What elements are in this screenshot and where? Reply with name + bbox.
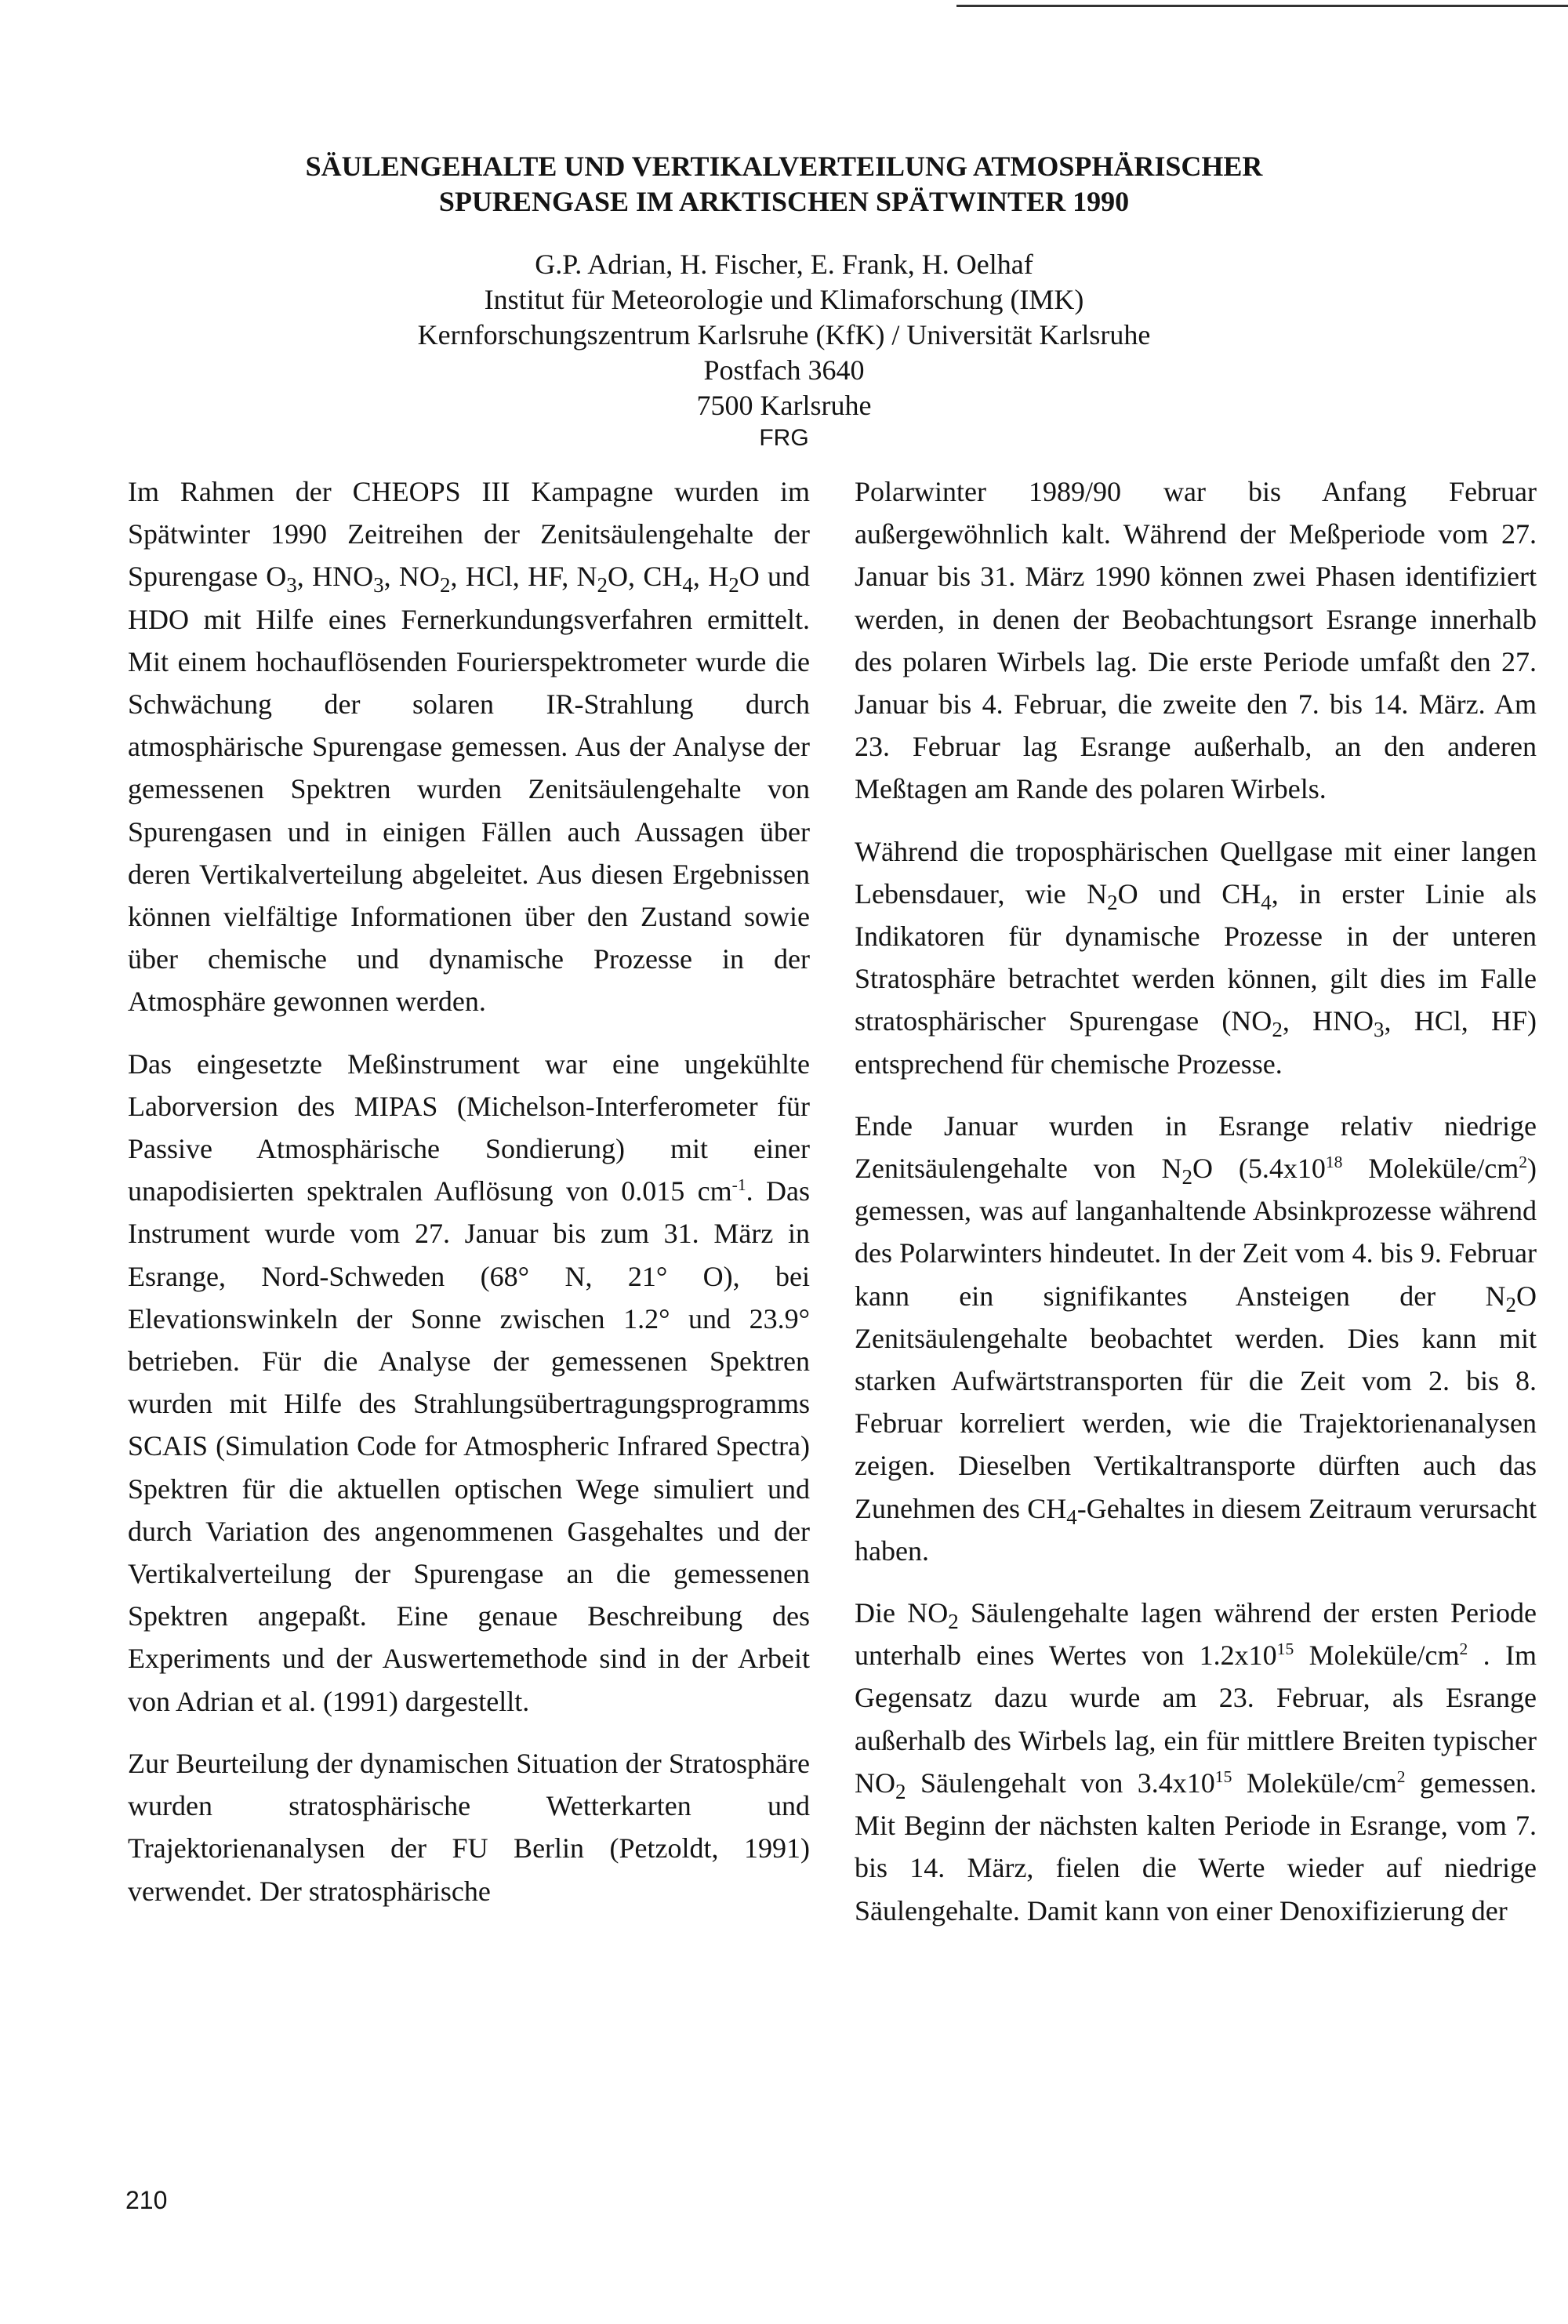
paragraph: Ende Januar wurden in Esrange relativ niedrige Zenitsäulengehalte von $N_2O$ ($5.4x10^{18}$ Moleküle/$cm^2$) gemessen, was auf langanhaltende Absinkprozesse während des Polarwinters hindeutet. In der Zeit vom 4. bis 9. Februar kann ein signifikantes Ansteigen der $N_2O$ Zenitsäulengehalte beobachtet werden. Dies kann mit starken Aufwärtstransporten für die Zeit vom 2. bis 8. Februar korreliert werden, wie die Trajektorienanalysen zeigen. Dieselben Vertikaltransporte dürften auch das Zunehmen des $CH_4$-Gehaltes in diesem Zeitraum verursacht haben. [855,1109,1537,1567]
affiliation-postfach: Postfach 3640 [703,354,865,386]
title-line-1: SÄULENGEHALTE UND VERTIKALVERTEILUNG ATMOSPHÄRISCHER [305,151,1263,182]
paragraph: Das eingesetzte Meßinstrument war eine ungekühlte Laborversion des MIPAS (Michelson-Interferometer für Passive Atmosphärische Sondierung) mit einer unapodisierten spektralen Auflösung von 0.015 $cm^{-1}$. Das Instrument wurde vom 27. Januar bis zum 31. März in Esrange, Nord-Schweden (68° N, 21° O), bei Elevationswinkeln der Sonne zwischen 1.2° und 23.9° betrieben. Für die Analyse der gemessenen Spektren wurden mit Hilfe des Strahlungsübertragungsprogramms SCAIS (Simulation Code for Atmospheric Infrared Spectra) Spektren für die aktuellen optischen Wege simuliert und durch Variation des angenommenen Gasgehaltes und der Vertikalverteilung der Spurengase an die gemessenen Spektren angepaßt. Eine genaue Beschreibung des Experiments und der Auswertemethode sind in der Arbeit von Adrian et al. (1991) dargestellt. [128,1048,810,1717]
affiliation-institute: Institut für Meteorologie und Klimaforschung (IMK) [484,284,1084,315]
paragraph: Polarwinter 1989/90 war bis Anfang Februar außergewöhnlich kalt. Während der Meßperiode vom 27. Januar bis 31. März 1990 können zwei Phasen identifiziert werden, in denen der Beobachtungsort Esrange innerhalb des polaren Wirbels lag. Die erste Periode umfaßt den 27. Januar bis 4. Februar, die zweite den 7. bis 14. März. Am 23. Februar lag Esrange außerhalb, an den anderen Meßtagen am Rande des polaren Wirbels. [855,476,1537,805]
paper-title [125,149,1443,220]
page-number: 210 [125,2186,168,2214]
author-block [235,247,1333,453]
right-column [855,470,1537,1952]
affiliation-city: 7500 Karlsruhe [696,390,872,421]
title-line-2: SPURENGASE IM ARKTISCHEN SPÄTWINTER 1990 [438,186,1130,217]
top-rule [956,5,1568,7]
author-names: G.P. Adrian, H. Fischer, E. Frank, H. Oelhaf [535,249,1033,280]
paragraph: Die $NO_2$ Säulengehalte lagen während der ersten Periode unterhalb eines Wertes von $1.2x10^{15}$ Moleküle/$cm^2$ . Im Gegensatz dazu wurde am 23. Februar, als Esrange außerhalb des Wirbels lag, ein für mittlere Breiten typischer $NO_2$ Säulengehalt von $3.4x10^{15}$ Moleküle/$cm^2$ gemessen. Mit Beginn der nächsten kalten Periode in Esrange, vom 7. bis 14. März, fielen die Werte wieder auf niedrige Säulengehalte. Damit kann von einer Denoxifizierung der [855,1597,1537,1926]
affiliation-country: FRG [759,425,809,451]
paragraph: Im Rahmen der CHEOPS III Kampagne wurden im Spätwinter 1990 Zeitreihen der Zenitsäulengehalte der Spurengase $O_3$, $HNO_3$, $NO_2$, HCl, HF, $N_2O$, $CH_4$, $H_2O$ und HDO mit Hilfe eines Fernerkundungsverfahren ermittelt. Mit einem hochauflösenden Fourierspektrometer wurde die Schwächung der solaren IR-Strahlung durch atmosphärische Spurengase gemessen. Aus der Analyse der gemessenen Spektren wurden Zenitsäulengehalte von Spurengasen und in einigen Fällen auch Aussagen über deren Vertikalverteilung abgeleitet. Aus diesen Ergebnissen können vielfältige Informationen über den Zustand sowie über chemische und dynamische Prozesse in der Atmosphäre gewonnen werden. [128,476,811,1018]
affiliation-center: Kernforschungszentrum Karlsruhe (KfK) / Universität Karlsruhe [417,319,1151,350]
paragraph: Während die troposphärischen Quellgase mit einer langen Lebensdauer, wie $N_2O$ und $CH_4$, in erster Linie als Indikatoren für dynamische Prozesse in der unteren Stratosphäre betrachtet werden können, gilt dies im Falle stratosphärischer Spurengase ($NO_2$, $HNO_3$, HCl, HF) entsprechend für chemische Prozesse. [855,835,1537,1080]
left-column [128,470,810,1932]
paragraph: Zur Beurteilung der dynamischen Situation der Stratosphäre wurden stratosphärische Wetterkarten und Trajektorienanalysen der FU Berlin (Petzoldt, 1991) verwendet. Der stratosphärische [128,1747,810,1907]
